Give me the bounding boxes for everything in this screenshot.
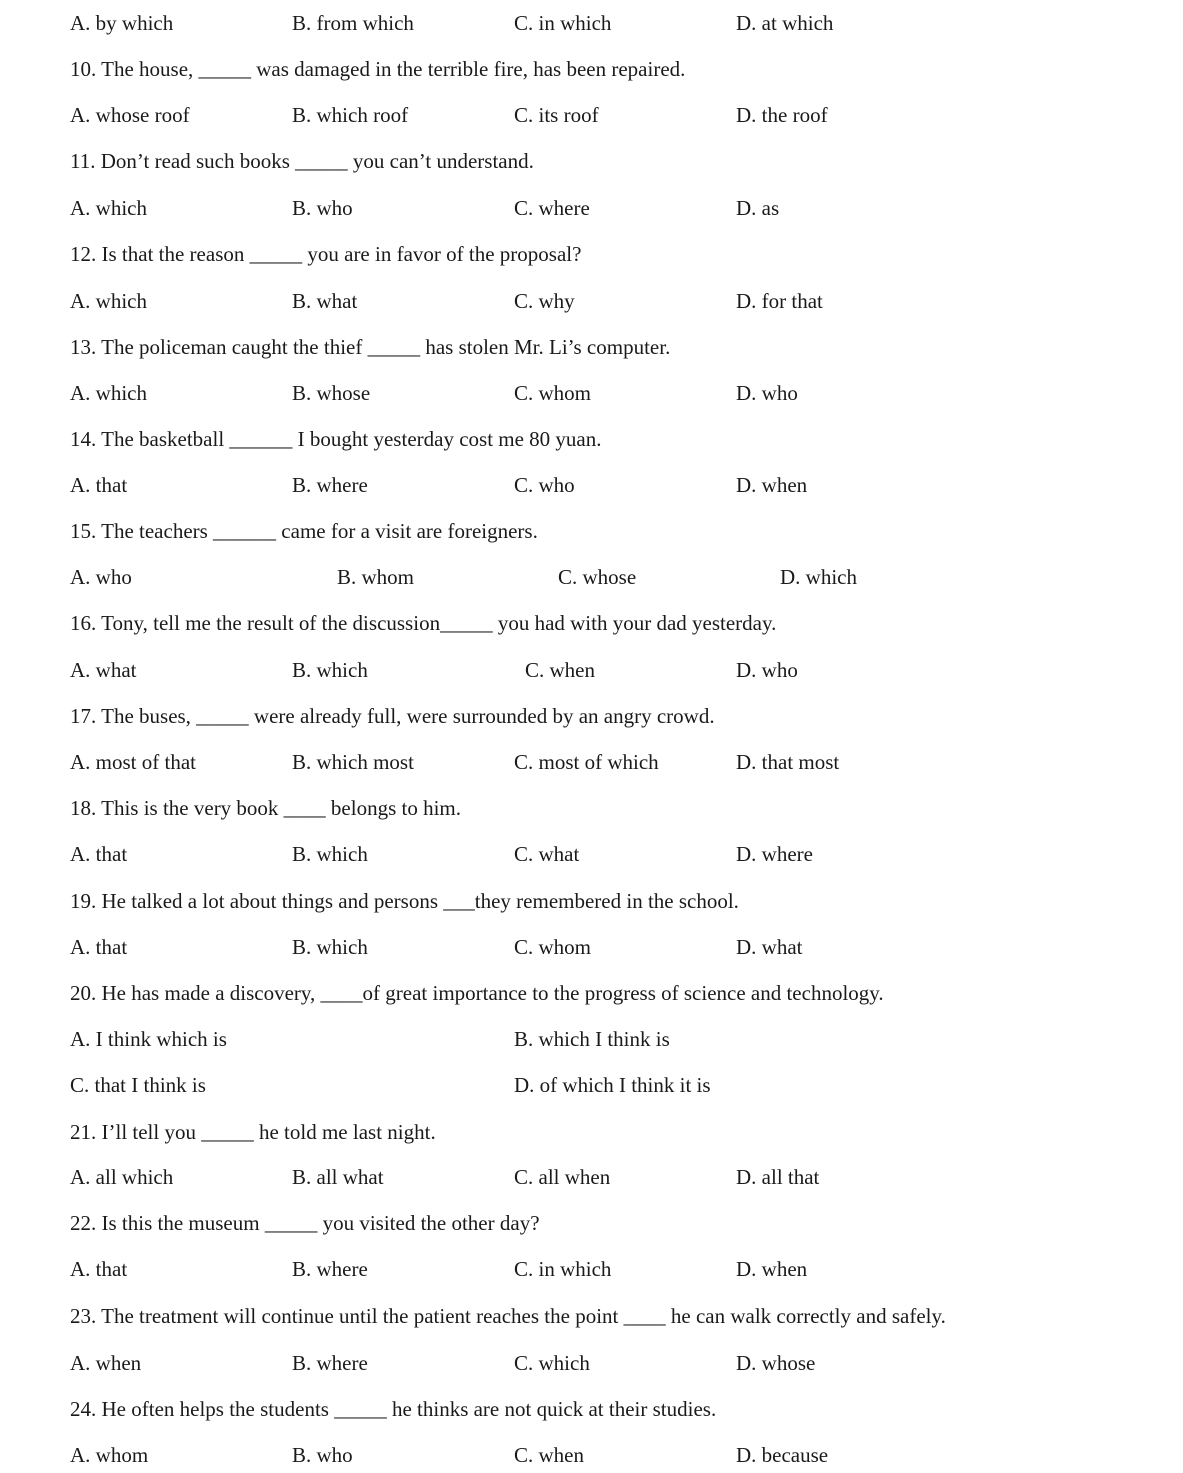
question-16: 16. Tony, tell me the result of the discussion_____ you had with your dad yesterday. [70,611,777,635]
option-12-c: C. why [514,289,575,313]
option-11-a: A. which [70,196,147,220]
option-20-c: C. that I think is [70,1073,206,1097]
option-12-b: B. what [292,289,358,313]
option-21-c: C. all when [514,1165,611,1189]
question-18: 18. This is the very book ____ belongs to him. [70,796,462,820]
option-15-a: A. who [70,565,132,589]
option-13-c: C. whom [514,381,592,405]
option-22-d: D. when [736,1257,808,1281]
option-17-c: C. most of which [514,750,659,774]
option-19-b: B. which [292,935,368,959]
question-24: 24. He often helps the students _____ he thinks are not quick at their studies. [70,1397,717,1421]
option-18-d: D. where [736,842,813,866]
option-13-b: B. whose [292,381,371,405]
option-10-a: A. whose roof [70,103,190,127]
option-12-d: D. for that [736,289,823,313]
option-21-a: A. all which [70,1165,174,1189]
option-15-b: B. whom [337,565,415,589]
option-17-d: D. that most [736,750,840,774]
option-24-c: C. when [514,1443,584,1467]
question-13: 13. The policeman caught the thief _____ has stolen Mr. Li’s computer. [70,335,671,359]
option-16-d: D. who [736,658,798,682]
question-19: 19. He talked a lot about things and persons ___they remembered in the school. [70,889,739,913]
option-13-d: D. who [736,381,798,405]
option-23-c: C. which [514,1351,590,1375]
option-15-d: D. which [780,565,857,589]
option-9-a: A. by which [70,11,174,35]
option-21-d: D. all that [736,1165,820,1189]
option-17-b: B. which most [292,750,414,774]
option-20-b: B. which I think is [514,1027,670,1051]
option-24-a: A. whom [70,1443,149,1467]
option-21-b: B. all what [292,1165,384,1189]
question-11: 11. Don’t read such books _____ you can’t understand. [70,149,534,173]
option-11-d: D. as [736,196,780,220]
option-18-b: B. which [292,842,368,866]
question-20: 20. He has made a discovery, ____of great importance to the progress of science and technology. [70,981,884,1005]
option-20-a: A. I think which is [70,1027,227,1051]
question-14: 14. The basketball ______ I bought yesterday cost me 80 yuan. [70,427,602,451]
option-14-a: A. that [70,473,128,497]
option-23-b: B. where [292,1351,368,1375]
question-15: 15. The teachers ______ came for a visit are foreigners. [70,519,538,543]
option-20-d: D. of which I think it is [514,1073,711,1097]
option-19-d: D. what [736,935,803,959]
option-22-c: C. in which [514,1257,612,1281]
option-10-b: B. which roof [292,103,409,127]
question-12: 12. Is that the reason _____ you are in favor of the proposal? [70,242,582,266]
option-16-b: B. which [292,658,368,682]
option-18-c: C. what [514,842,580,866]
option-11-b: B. who [292,196,353,220]
option-12-a: A. which [70,289,147,313]
option-11-c: C. where [514,196,590,220]
question-10: 10. The house, _____ was damaged in the terrible fire, has been repaired. [70,57,686,81]
option-10-c: C. its roof [514,103,599,127]
option-22-b: B. where [292,1257,368,1281]
option-23-d: D. whose [736,1351,816,1375]
option-14-d: D. when [736,473,808,497]
question-22: 22. Is this the museum _____ you visited the other day? [70,1211,540,1235]
option-14-b: B. where [292,473,368,497]
option-16-a: A. what [70,658,137,682]
question-17: 17. The buses, _____ were already full, were surrounded by an angry crowd. [70,704,715,728]
option-15-c: C. whose [558,565,637,589]
option-19-c: C. whom [514,935,592,959]
option-18-a: A. that [70,842,128,866]
question-21: 21. I’ll tell you _____ he told me last night. [70,1120,436,1144]
option-9-d: D. at which [736,11,834,35]
question-23: 23. The treatment will continue until the patient reaches the point ____ he can walk correctly and safely. [70,1304,946,1328]
option-17-a: A. most of that [70,750,196,774]
option-13-a: A. which [70,381,147,405]
option-9-c: C. in which [514,11,612,35]
option-23-a: A. when [70,1351,142,1375]
option-16-c: C. when [525,658,595,682]
option-22-a: A. that [70,1257,128,1281]
option-14-c: C. who [514,473,575,497]
option-9-b: B. from which [292,11,414,35]
option-10-d: D. the roof [736,103,828,127]
option-24-b: B. who [292,1443,353,1467]
option-19-a: A. that [70,935,128,959]
option-24-d: D. because [736,1443,829,1467]
